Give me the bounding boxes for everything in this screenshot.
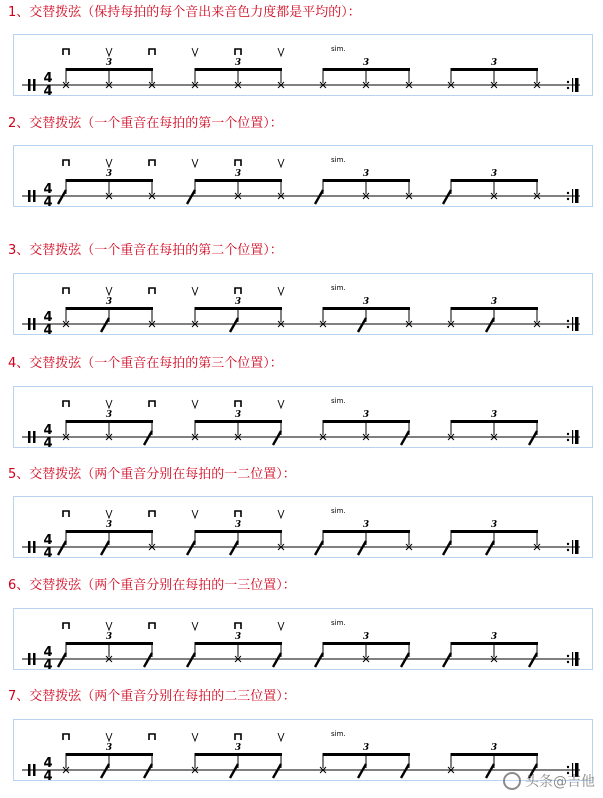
slash-notehead-accent <box>443 190 451 204</box>
repeat-dot <box>567 87 569 89</box>
slash-notehead-accent <box>230 318 238 332</box>
start-barline <box>28 541 31 553</box>
end-barline-thick <box>575 317 579 331</box>
tuplet-number: 3 <box>490 520 498 530</box>
start-barline <box>28 764 31 776</box>
staff-svg <box>14 274 594 336</box>
slash-notehead-accent <box>401 431 409 445</box>
tuplet-number: 3 <box>490 410 498 420</box>
slash-notehead-accent <box>443 541 451 555</box>
downstroke-icon <box>63 49 69 55</box>
slash-notehead-accent <box>443 653 451 667</box>
downstroke-icon <box>149 49 155 55</box>
exercise-title: 5、交替拨弦（两个重音分别在每拍的一二位置）： <box>8 467 296 482</box>
slash-notehead-accent <box>101 318 109 332</box>
tuplet-number: 3 <box>234 632 242 642</box>
time-signature-top: 4 <box>43 182 53 197</box>
slash-notehead-accent <box>401 653 409 667</box>
slash-notehead-accent <box>187 541 195 555</box>
slash-notehead-accent <box>315 653 323 667</box>
tuplet-number: 3 <box>105 632 113 642</box>
repeat-dot <box>567 543 569 545</box>
start-barline <box>33 318 36 330</box>
end-barline-thin <box>572 540 573 554</box>
start-barline <box>28 79 31 91</box>
downstroke-icon <box>63 734 69 740</box>
end-barline-thick <box>575 189 579 203</box>
time-signature-bottom: 4 <box>43 84 53 97</box>
watermark-text: 头条@吉他 <box>525 774 595 790</box>
slash-notehead-accent <box>273 764 281 778</box>
upstroke-icon <box>278 159 284 167</box>
slash-notehead-accent <box>358 318 366 332</box>
tuplet-number: 3 <box>362 58 370 68</box>
exercise-title: 1、交替拨弦（保持每拍的每个音出来音色力度都是平均的）： <box>8 5 361 20</box>
start-barline <box>33 190 36 202</box>
tuplet-number: 3 <box>362 632 370 642</box>
upstroke-icon <box>106 48 112 56</box>
watermark-logo-icon <box>503 772 521 790</box>
staff-box <box>13 34 593 96</box>
end-barline-thin <box>572 78 573 92</box>
start-barline <box>28 318 31 330</box>
upstroke-icon <box>278 510 284 518</box>
tuplet-number: 3 <box>362 743 370 753</box>
upstroke-icon <box>278 622 284 630</box>
end-barline-thick <box>575 540 579 554</box>
start-barline <box>33 541 36 553</box>
slash-notehead-accent <box>486 764 494 778</box>
tuplet-number: 3 <box>362 297 370 307</box>
staff-svg <box>14 497 594 559</box>
tuplet-number: 3 <box>362 520 370 530</box>
slash-notehead-accent <box>58 190 66 204</box>
tuplet-number: 3 <box>234 743 242 753</box>
slash-notehead-accent <box>273 653 281 667</box>
time-signature-top: 4 <box>43 310 53 325</box>
start-barline <box>33 764 36 776</box>
slash-notehead-accent <box>315 541 323 555</box>
tuplet-number: 3 <box>362 169 370 179</box>
repeat-dot <box>567 192 569 194</box>
tuplet-number: 3 <box>105 169 113 179</box>
upstroke-icon <box>278 287 284 295</box>
downstroke-icon <box>63 401 69 407</box>
staff-box <box>13 386 593 448</box>
slash-notehead-accent <box>358 764 366 778</box>
start-barline <box>28 653 31 665</box>
slash-notehead-accent <box>101 764 109 778</box>
slash-notehead-accent <box>101 541 109 555</box>
sim-label: sim. <box>331 619 346 627</box>
repeat-dot <box>567 326 569 328</box>
downstroke-icon <box>235 160 241 166</box>
tuplet-number: 3 <box>105 410 113 420</box>
slash-notehead-accent <box>58 541 66 555</box>
downstroke-icon <box>235 734 241 740</box>
start-barline <box>33 79 36 91</box>
slash-notehead-accent <box>486 318 494 332</box>
exercise-title: 7、交替拨弦（两个重音分别在每拍的二三位置）： <box>8 689 296 704</box>
repeat-dot <box>567 439 569 441</box>
slash-notehead-accent <box>187 190 195 204</box>
sim-label: sim. <box>331 730 346 738</box>
end-barline-thick <box>575 652 579 666</box>
downstroke-icon <box>149 511 155 517</box>
end-barline-thin <box>572 652 573 666</box>
slash-notehead-accent <box>144 764 152 778</box>
upstroke-icon <box>106 510 112 518</box>
repeat-dot <box>567 433 569 435</box>
staff-svg <box>14 387 594 449</box>
tuplet-number: 3 <box>234 58 242 68</box>
slash-notehead-accent <box>529 431 537 445</box>
tuplet-number: 3 <box>234 169 242 179</box>
downstroke-icon <box>63 623 69 629</box>
tuplet-number: 3 <box>105 58 113 68</box>
upstroke-icon <box>106 400 112 408</box>
end-barline-thin <box>572 317 573 331</box>
downstroke-icon <box>235 288 241 294</box>
upstroke-icon <box>192 287 198 295</box>
tuplet-number: 3 <box>234 520 242 530</box>
upstroke-icon <box>192 622 198 630</box>
tuplet-number: 3 <box>105 297 113 307</box>
downstroke-icon <box>235 623 241 629</box>
exercise-title: 3、交替拨弦（一个重音在每拍的第二个位置）： <box>8 243 283 258</box>
staff-svg <box>14 609 594 671</box>
exercise-title: 4、交替拨弦（一个重音在每拍的第三个位置）： <box>8 356 283 371</box>
tuplet-number: 3 <box>234 410 242 420</box>
end-barline-thick <box>575 430 579 444</box>
tuplet-number: 3 <box>490 169 498 179</box>
sim-label: sim. <box>331 45 346 53</box>
start-barline <box>33 653 36 665</box>
end-barline-thin <box>572 189 573 203</box>
slash-notehead-accent <box>486 541 494 555</box>
downstroke-icon <box>149 160 155 166</box>
downstroke-icon <box>149 401 155 407</box>
downstroke-icon <box>149 288 155 294</box>
downstroke-icon <box>63 160 69 166</box>
upstroke-icon <box>192 733 198 741</box>
staff-box <box>13 273 593 335</box>
end-barline-thin <box>572 430 573 444</box>
start-barline <box>28 431 31 443</box>
downstroke-icon <box>149 734 155 740</box>
time-signature-top: 4 <box>43 423 53 438</box>
upstroke-icon <box>278 733 284 741</box>
upstroke-icon <box>192 48 198 56</box>
end-barline-thick <box>575 78 579 92</box>
slash-notehead-accent <box>144 653 152 667</box>
slash-notehead-accent <box>58 653 66 667</box>
repeat-dot <box>567 320 569 322</box>
slash-notehead-accent <box>144 431 152 445</box>
start-barline <box>33 431 36 443</box>
repeat-dot <box>567 81 569 83</box>
downstroke-icon <box>235 401 241 407</box>
downstroke-icon <box>235 49 241 55</box>
tuplet-number: 3 <box>490 632 498 642</box>
slash-notehead-accent <box>187 653 195 667</box>
time-signature-bottom: 4 <box>43 195 53 208</box>
repeat-dot <box>567 766 569 768</box>
start-barline <box>28 190 31 202</box>
slash-notehead-accent <box>315 190 323 204</box>
downstroke-icon <box>63 511 69 517</box>
upstroke-icon <box>106 733 112 741</box>
downstroke-icon <box>63 288 69 294</box>
tuplet-number: 3 <box>105 520 113 530</box>
staff-box <box>13 608 593 670</box>
repeat-dot <box>567 198 569 200</box>
slash-notehead-accent <box>529 653 537 667</box>
sim-label: sim. <box>331 507 346 515</box>
sim-label: sim. <box>331 156 346 164</box>
tuplet-number: 3 <box>105 743 113 753</box>
repeat-dot <box>567 549 569 551</box>
slash-notehead-accent <box>358 541 366 555</box>
upstroke-icon <box>192 400 198 408</box>
tuplet-number: 3 <box>362 410 370 420</box>
downstroke-icon <box>149 623 155 629</box>
sim-label: sim. <box>331 284 346 292</box>
tuplet-number: 3 <box>490 743 498 753</box>
slash-notehead-accent <box>401 764 409 778</box>
staff-box <box>13 145 593 207</box>
staff-box <box>13 496 593 558</box>
exercise-title: 2、交替拨弦（一个重音在每拍的第一个位置）： <box>8 116 283 131</box>
time-signature-bottom: 4 <box>43 546 53 559</box>
time-signature-top: 4 <box>43 756 53 771</box>
sim-label: sim. <box>331 397 346 405</box>
slash-notehead-accent <box>230 541 238 555</box>
upstroke-icon <box>106 622 112 630</box>
time-signature-bottom: 4 <box>43 436 53 449</box>
tuplet-number: 3 <box>490 58 498 68</box>
time-signature-top: 4 <box>43 645 53 660</box>
upstroke-icon <box>106 287 112 295</box>
time-signature-bottom: 4 <box>43 323 53 336</box>
slash-notehead-accent <box>230 764 238 778</box>
upstroke-icon <box>278 400 284 408</box>
time-signature-bottom: 4 <box>43 658 53 671</box>
upstroke-icon <box>106 159 112 167</box>
watermark <box>503 770 595 792</box>
time-signature-top: 4 <box>43 71 53 86</box>
upstroke-icon <box>192 159 198 167</box>
staff-svg <box>14 146 594 208</box>
staff-svg <box>14 35 594 97</box>
repeat-dot <box>567 655 569 657</box>
time-signature-top: 4 <box>43 533 53 548</box>
slash-notehead-accent <box>273 431 281 445</box>
upstroke-icon <box>192 510 198 518</box>
exercise-title: 6、交替拨弦（两个重音分别在每拍的一三位置）： <box>8 578 296 593</box>
tuplet-number: 3 <box>490 297 498 307</box>
tuplet-number: 3 <box>234 297 242 307</box>
repeat-dot <box>567 661 569 663</box>
upstroke-icon <box>278 48 284 56</box>
downstroke-icon <box>235 511 241 517</box>
time-signature-bottom: 4 <box>43 769 53 782</box>
